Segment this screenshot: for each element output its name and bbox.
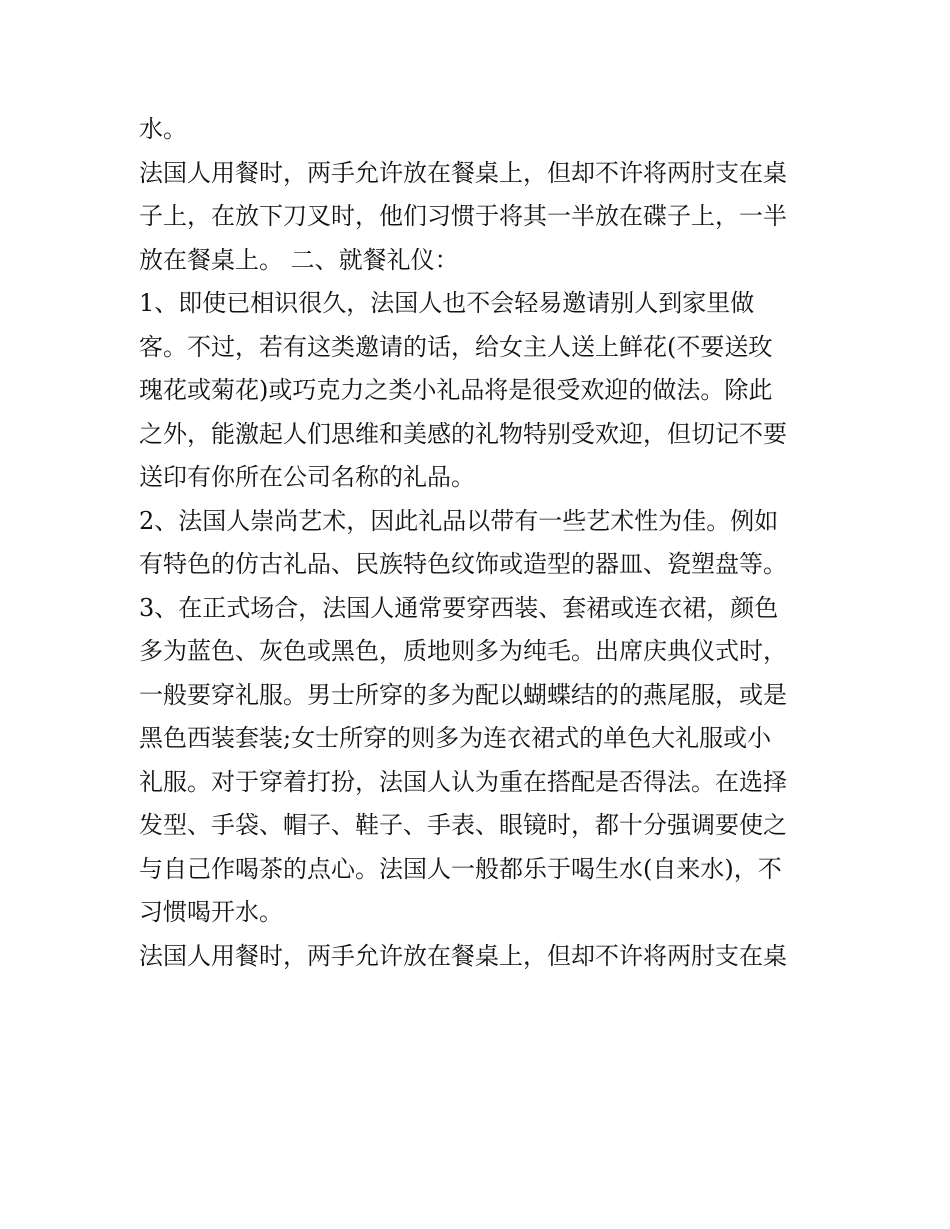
text-line: 法国人用餐时，两手允许放在餐桌上，但却不许将两肘支在桌 bbox=[139, 158, 787, 187]
text-line: 礼服。对于穿着打扮，法国人认为重在搭配是否得法。在选择 bbox=[139, 767, 787, 796]
text-line: 送印有你所在公司名称的礼品。 bbox=[139, 463, 475, 491]
text-line: 3、在正式场合，法国人通常要穿西装、套裙或连衣裙，颜色 bbox=[139, 593, 779, 622]
text-line: 习惯喝开水。 bbox=[139, 898, 283, 926]
text-line: 放在餐桌上。 二、就餐礼仪： bbox=[139, 245, 459, 274]
text-line: 发型、手袋、帽子、鞋子、手表、眼镜时，都十分强调要使之 bbox=[139, 811, 787, 839]
document-body bbox=[139, 108, 819, 978]
text-line: 多为蓝色、灰色或黑色，质地则多为纯毛。出席庆典仪式时， bbox=[139, 637, 787, 665]
text-line: 子上，在放下刀叉时，他们习惯于将其一半放在碟子上，一半 bbox=[139, 202, 787, 230]
text-line: 有特色的仿古礼品、民族特色纹饰或造型的器皿、瓷塑盘等。 bbox=[139, 550, 787, 578]
text-line: 客。不过，若有这类邀请的话，给女主人送上鲜花(不要送玫 bbox=[139, 332, 773, 361]
text-line: 2、法国人崇尚艺术，因此礼品以带有一些艺术性为佳。例如 bbox=[139, 506, 779, 535]
text-line: 之外，能激起人们思维和美感的礼物特别受欢迎，但切记不要 bbox=[139, 419, 787, 448]
text-line: 与自己作喝茶的点心。法国人一般都乐于喝生水(自来水)，不 bbox=[139, 854, 782, 883]
text-line: 水。 bbox=[139, 115, 187, 143]
text-line: 黑色西装套装;女士所穿的则多为连衣裙式的单色大礼服或小 bbox=[139, 724, 772, 752]
text-line: 一般要穿礼服。男士所穿的多为配以蝴蝶结的的燕尾服，或是 bbox=[139, 680, 787, 709]
text-line: 法国人用餐时，两手允许放在餐桌上，但却不许将两肘支在桌 bbox=[139, 941, 787, 970]
text-line: 1、即使已相识很久，法国人也不会轻易邀请别人到家里做 bbox=[139, 289, 755, 317]
text-line: 瑰花或菊花)或巧克力之类小礼品将是很受欢迎的做法。除此 bbox=[139, 376, 773, 404]
